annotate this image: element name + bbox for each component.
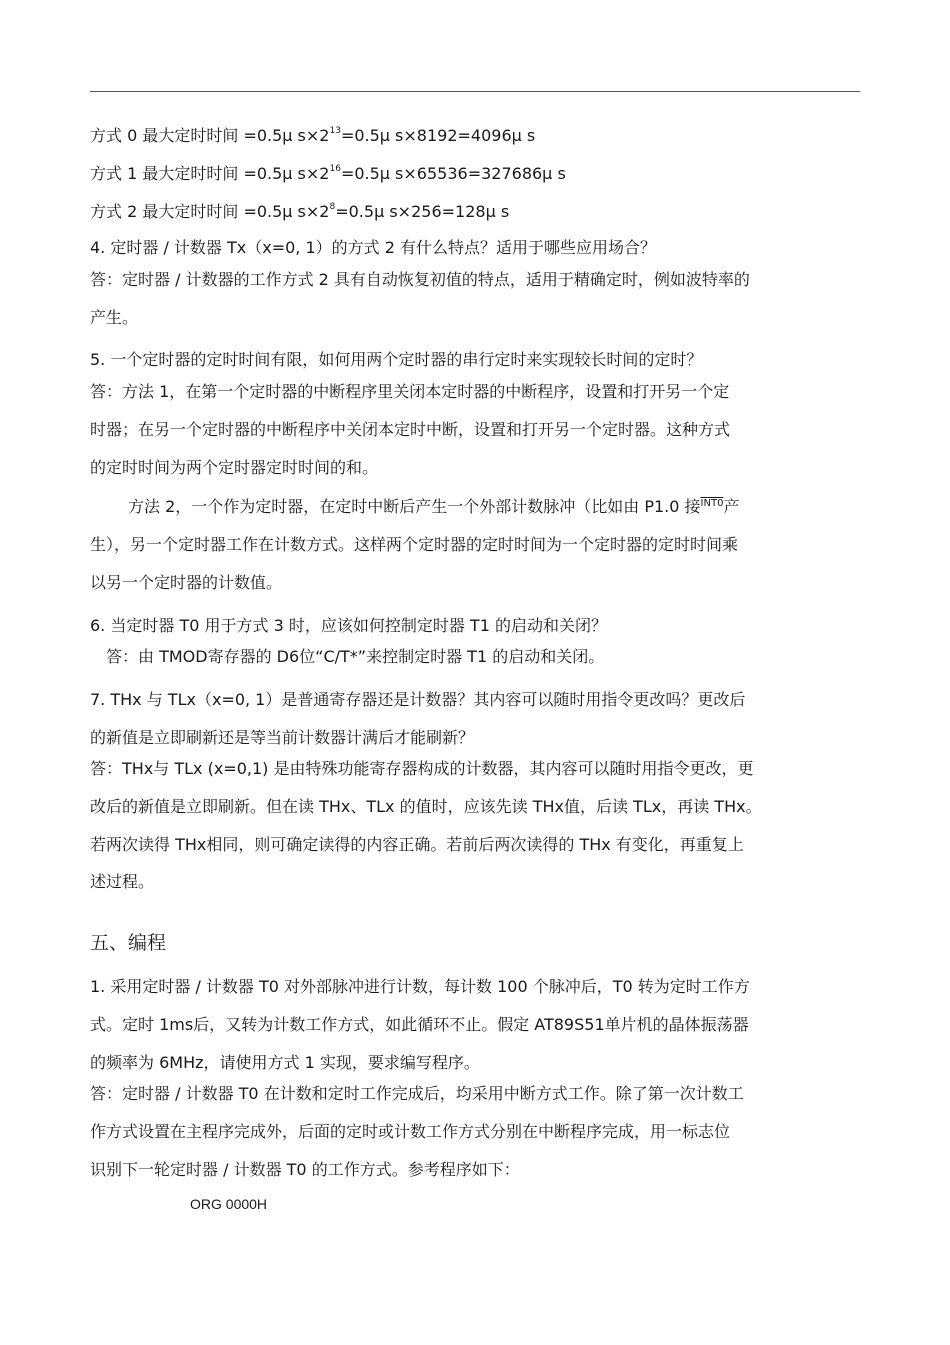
formula-mode-0: 方式 0 最大定时时间 =0.5μ $s\times 2^{13}=0.5\mu$ s×8192=4096μ s bbox=[90, 126, 536, 145]
answer-5-line-6: 以另一个定时器的计数值。 bbox=[90, 573, 283, 592]
answer-p1-line-1: 答：定时器 / 计数器 T0 在计数和定时工作完成后，均采用中断方式工作。除了第一次计数工 bbox=[90, 1084, 744, 1103]
question-6: 6. 当定时器 T0 用于方式 3 时，应该如何控制定时器 T1 的启动和关闭？ bbox=[90, 616, 607, 635]
header-rule bbox=[90, 91, 860, 92]
answer-5-line-3: 的定时时间为两个定时器定时时间的和。 bbox=[90, 458, 379, 477]
problem-1-line-3: 的频率为 6MHz，请使用方式 1 实现，要求编写程序。 bbox=[90, 1053, 480, 1072]
answer-5-line-1: 答：方法 1，在第一个定时器的中断程序里关闭本定时器的中断程序，设置和打开另一个定 bbox=[90, 382, 730, 401]
answer-5-line-4: 方法 2，一个作为定时器，在定时中断后产生一个外部计数脉冲（比如由 P1.0 接$^{INT0}$产 bbox=[128, 497, 740, 516]
formula-mode-2: 方式 2 最大定时时间 =0.5μ $s\times 2^8=0.5\mu$ s×256=128μ s bbox=[90, 202, 510, 221]
answer-4-line-1: 答：定时器 / 计数器的工作方式 2 具有自动恢复初值的特点，适用于精确定时，例如波特率的 bbox=[90, 270, 750, 289]
problem-1-line-1: 1. 采用定时器 / 计数器 T0 对外部脉冲进行计数，每计数 100 个脉冲后，T0 转为定时工作方 bbox=[90, 977, 750, 996]
answer-7-line-1: 答：THx与 TLx (x=0,1) 是由特殊功能寄存器构成的计数器，其内容可以随时用指令更改，更 bbox=[90, 759, 754, 778]
formula-mode-1: 方式 1 最大定时时间 =0.5μ $s\times 2^{16}=0.5\mu$ s×65536=327686μ s bbox=[90, 164, 566, 183]
answer-4-line-2: 产生。 bbox=[90, 308, 139, 327]
section-title: 五、编程 bbox=[90, 932, 167, 954]
question-7-line-1: 7. THx 与 TLx（x=0, 1）是普通寄存器还是计数器？其内容可以随时用指令更改吗？更改后 bbox=[90, 690, 746, 709]
answer-p1-line-2: 作方式设置在主程序完成外，后面的定时或计数工作方式分别在中断程序完成，用一标志位 bbox=[90, 1122, 731, 1141]
problem-1-line-2: 式。定时 1ms后，又转为计数工作方式，如此循环不止。假定 AT89S51单片机的晶体振荡器 bbox=[90, 1015, 749, 1034]
answer-5-line-2: 时器；在另一个定时器的中断程序中关闭本定时中断，设置和打开另一个定时器。这种方式 bbox=[90, 420, 731, 439]
question-5: 5. 一个定时器的定时时间有限，如何用两个定时器的串行定时来实现较长时间的定时？ bbox=[90, 350, 703, 369]
answer-7-line-2: 改后的新值是立即刷新。但在读 THx、TLx 的值时，应该先读 THx值，后读 TLx，再读 THx。 bbox=[90, 797, 762, 816]
code-line-1: ORG 0000H bbox=[190, 1196, 268, 1212]
answer-7-line-4: 述过程。 bbox=[90, 872, 155, 891]
answer-5-line-5: 生），另一个定时器工作在计数方式。这样两个定时器的定时时间为一个定时器的定时时间乘 bbox=[90, 535, 739, 554]
answer-p1-line-3: 识别下一轮定时器 / 计数器 T0 的工作方式。参考程序如下： bbox=[90, 1160, 520, 1179]
question-7-line-2: 的新值是立即刷新还是等当前计数器计满后才能刷新？ bbox=[90, 728, 475, 747]
question-4: 4. 定时器 / 计数器 Tx（x=0, 1）的方式 2 有什么特点？适用于哪些应用场合？ bbox=[90, 238, 657, 257]
answer-7-line-3: 若两次读得 THx相同，则可确定读得的内容正确。若前后两次读得的 THx 有变化，再重复上 bbox=[90, 835, 744, 854]
answer-6: 答：由 TMOD寄存器的 D6位“C/T*”来控制定时器 T1 的启动和关闭。 bbox=[106, 647, 605, 666]
int0-label: INT0 bbox=[700, 498, 724, 509]
